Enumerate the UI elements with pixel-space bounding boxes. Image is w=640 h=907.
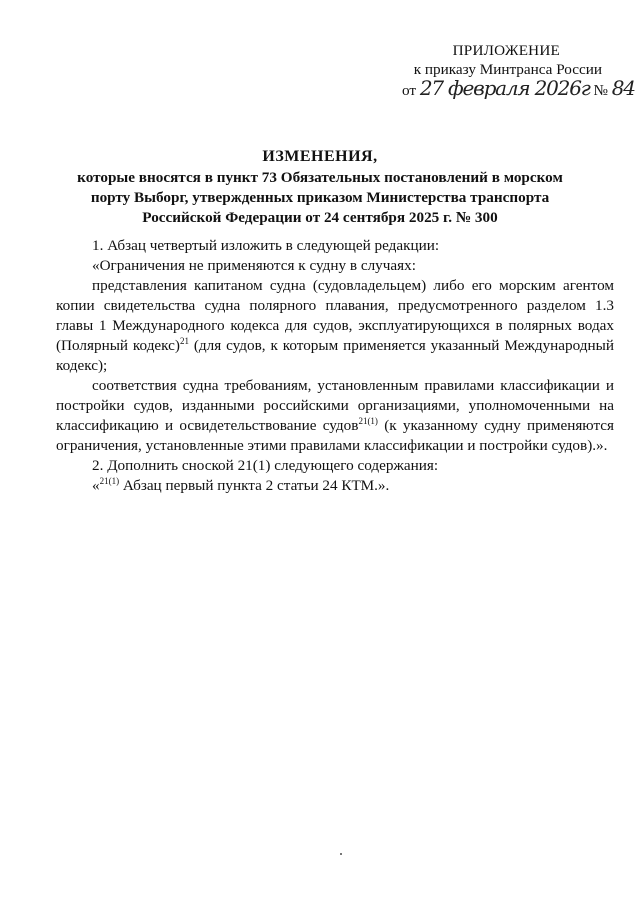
appendix-title: ПРИЛОЖЕНИЕ xyxy=(452,42,560,59)
paragraph-2: «Ограничения не применяются к судну в случаях: xyxy=(92,257,416,274)
order-reference: к приказу Минтранса России xyxy=(413,61,602,78)
document-heading xyxy=(60,147,580,228)
date-prefix: от xyxy=(402,82,417,99)
document-body xyxy=(56,236,614,496)
heading-subtitle: которые вносятся в пункт 73 Обязательных постановлений в морском порту Выборг, утвержденных приказом Министерства транспорта Российской Федерации от 24 сентября 2025 г. № 300 xyxy=(77,169,563,226)
paragraph-5: 2. Дополнить сноской 21(1) следующего содержания: xyxy=(92,457,439,474)
paragraph-6 xyxy=(56,476,614,496)
heading-title: ИЗМЕНЕНИЯ, xyxy=(262,148,378,165)
paragraph-3-tail: (для судов, к которым применяется указанный Международный кодекс); xyxy=(56,337,614,374)
paragraph-4 xyxy=(56,376,614,456)
quote-open: « xyxy=(92,477,100,494)
footnote-ref-21: 21 xyxy=(179,335,189,346)
footnote-marker: 21(1) xyxy=(99,475,120,486)
order-date-line xyxy=(402,76,635,101)
handwritten-date: 27 февраля 2026г xyxy=(419,76,590,100)
number-prefix: № xyxy=(593,82,608,99)
handwritten-number: 84 xyxy=(611,76,635,100)
appendix-block xyxy=(402,41,635,101)
footnote-ref-21-1: 21(1) xyxy=(358,415,378,426)
paragraph-4-text: соответствия судна требованиям, установленным правилами классификации и постройки судов, изданными российскими организациями, уполномоченными на классификацию и освидетельствование судов xyxy=(56,377,614,434)
paragraph-3 xyxy=(56,276,614,376)
paragraph-1: 1. Абзац четвертый изложить в следующей редакции: xyxy=(92,237,440,254)
paragraph-3-text: представления капитаном судна (судовладельцем) либо его морским агентом копии свидетельства судна полярного плавания, предусмотренного разделом 1.3 главы 1 Международного кодекса для судов, эксплуатирующихся в полярных водах (Полярный кодекс) xyxy=(56,277,614,354)
footnote-text: Абзац первый пункта 2 статьи 24 КТМ.». xyxy=(119,477,390,494)
paragraph-4-tail: (к указанному судну применяются ограничения, установленные этими правилами классификации и постройки судов).». xyxy=(56,417,614,454)
scan-speck xyxy=(340,853,342,855)
